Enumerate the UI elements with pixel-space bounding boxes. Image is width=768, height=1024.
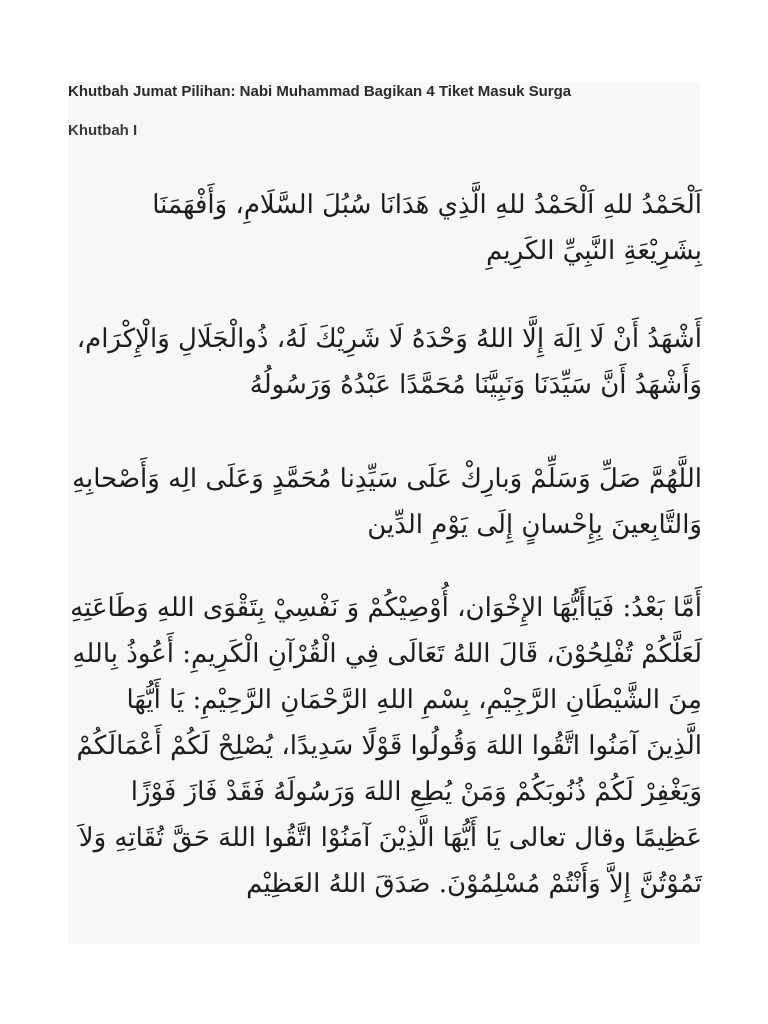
arabic-paragraph-hamdalah: اَلْحَمْدُ للهِ اَلْحَمْدُ للهِ الَّذِي هَدَانَا سُبُلَ السَّلَامِ، وَأَفْهَمَنَا بِشَرِيْعَةِ النَّبِيِّ الكَرِيمِ	[152, 190, 702, 266]
document-title: Khutbah Jumat Pilihan: Nabi Muhammad Bagikan 4 Tiket Masuk Surga	[68, 83, 572, 100]
arabic-paragraph-salawat: اللَّهُمَّ صَلِّ وَسَلِّمْ وَبارِكْ عَلَى سَيِّدِنا مُحَمَّدٍ وَعَلَى الِه وَأَصْحابِهِ وَالتَّابِعينَ بِإِحْسانٍ إِلَى يَوْمِ الدِّين	[72, 464, 702, 540]
section-heading: Khutbah I	[68, 122, 138, 139]
arabic-paragraph-shahada: أَشْهَدُ أَنْ لَا اِلَهَ إِلَّا اللهُ وَحْدَهُ لَا شَرِيْكَ لَهُ، ذُوالْجَلَالِ وَالْإِكْرَام، وَأَشْهَدُ أَنَّ سَيِّدَنَا وَنَبِيَّنَا مُحَمَّدًا عَبْدُهُ وَرَسُولُهُ	[76, 324, 702, 400]
arabic-paragraph-wasiyyah: أَمَّا بَعْدُ: فَيَاأَيُّهَا الإِخْوَان، أُوْصِيْكُمْ وَ نَفْسِيْ بِتَقْوَى اللهِ وَطَاعَتِهِ لَعَلَّكُمْ تُفْلِحُوْنَ، قَالَ اللهُ تَعَالَى فِي الْقُرْآنِ الْكَرِيمِ: أَعُوذُ بِاللهِ مِنَ الشَّيْطَانِ الرَّجِيْمِ، بِسْمِ اللهِ الرَّحْمَانِ الرَّحِيْمِ: يَا أَيُّهَا الَّذِينَ آمَنُوا اتَّقُوا اللهَ وَقُولُوا قَوْلًا سَدِيدًا، يُصْلِحْ لَكُمْ أَعْمَالَكُمْ وَيَغْفِرْ لَكُمْ ذُنُوبَكُمْ وَمَنْ يُطِعِ اللهَ وَرَسُولَهُ فَقَدْ فَازَ فَوْزًا عَظِيمًا وقال تعالى يَا أَيُّهَا الَّذِيْنَ آمَنُوْا اتَّقُوا اللهَ حَقَّ تُقَاتِهِ وَلاَ تَمُوْتُنَّ إِلاَّ وَأَنْتُمْ مُسْلِمُوْنَ. صَدَقَ اللهُ العَظِيْم	[70, 593, 702, 899]
